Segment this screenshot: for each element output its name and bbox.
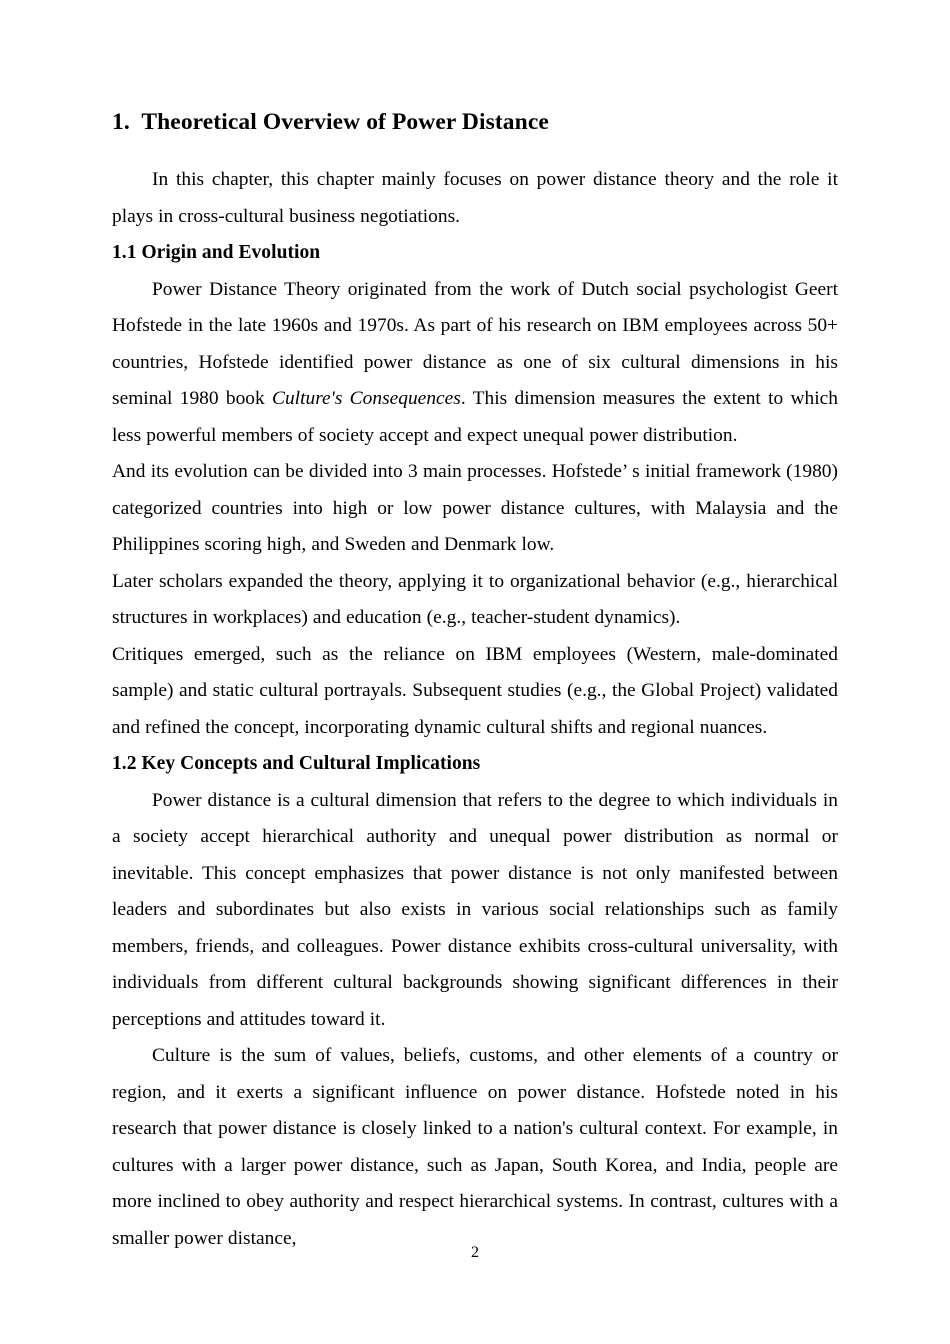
section-1-2-paragraph-1: Power distance is a cultural dimension that refers to the degree to which individuals in a society accept hierarchical authority and unequal power distribution as normal or inevitable. This concept emphasizes that power distance is not only manifested between leaders and subordinates but also exists in various social relationships such as family members, friends, and colleagues. Power distance exhibits cross-cultural universality, with individuals from different cultural backgrounds showing significant differences in their perceptions and attitudes toward it. — [112, 789, 838, 1030]
page-content — [112, 104, 838, 1257]
section-1-1-paragraph-3: Later scholars expanded the theory, applying it to organizational behavior (e.g., hierarchical structures in workplaces) and education (e.g., teacher-student dynamics). — [112, 570, 838, 628]
book-title-italic: Culture's Consequences — [272, 388, 461, 409]
section-1-1-paragraph-2: And its evolution can be divided into 3 main processes. Hofstede’ s initial framework (1980) categorized countries into high or low power distance cultures, with Malaysia and the Philippines scoring high, and Sweden and Denmark low. — [112, 461, 838, 555]
section-1-2-paragraph-2: Culture is the sum of values, beliefs, customs, and other elements of a country or region, and it exerts a significant influence on power distance. Hofstede noted in his research that power distance is closely linked to a nation's cultural context. For example, in cultures with a larger power distance, such as Japan, South Korea, and India, people are more inclined to obey authority and respect hierarchical systems. In contrast, cultures with a smaller power distance, — [112, 1045, 838, 1249]
section-1-1-paragraph-4: Critiques emerged, such as the reliance on IBM employees (Western, male-dominated sample) and static cultural portrayals. Subsequent studies (e.g., the Global Project) validated and refined the concept, incorporating dynamic cultural shifts and regional nuances. — [112, 643, 838, 738]
paragraph-text-run: Power Distance Theory originated from the work of Dutch social psychologist Geert Hofstede in the late 1960s and 1970s. As part of his research on IBM employees across 50+ countries, Hofstede identified power distance as one of six cultural dimensions in his seminal 1980 book — [112, 278, 838, 409]
section-heading-1-1: 1.1 Origin and Evolution — [112, 242, 321, 263]
page-number: 2 — [471, 1244, 479, 1261]
chapter-intro-paragraph: In this chapter, this chapter mainly focuses on power distance theory and the role it plays in cross-cultural business negotiations. — [112, 169, 838, 227]
section-1-1-paragraph-1 — [112, 272, 838, 455]
section-heading-1-2: 1.2 Key Concepts and Cultural Implications — [112, 753, 481, 774]
chapter-heading: 1. Theoretical Overview of Power Distance — [112, 109, 549, 135]
paragraph-text-run: . This dimension measures the extent to which less powerful members of society accept and expect unequal power distribution. — [112, 388, 838, 446]
